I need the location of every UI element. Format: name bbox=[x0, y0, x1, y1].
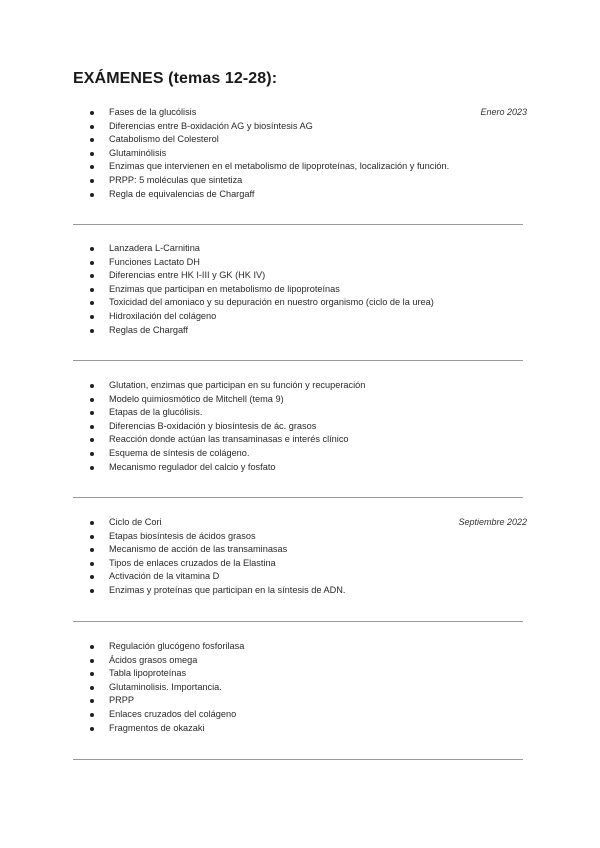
section-divider bbox=[73, 360, 523, 361]
bullet-icon bbox=[90, 111, 94, 115]
list-item: Activación de la vitamina D bbox=[0, 570, 600, 584]
exam-date: Enero 2023 bbox=[480, 107, 527, 117]
exam-section-4 bbox=[0, 516, 600, 598]
list-item: Toxicidad del amoniaco y su depuración en nuestro organismo (ciclo de la urea) bbox=[0, 296, 600, 310]
bullet-icon bbox=[90, 398, 94, 402]
topic-list bbox=[0, 516, 600, 598]
list-item: Modelo quimiosmótico de Mitchell (tema 9) bbox=[0, 393, 600, 407]
bullet-icon bbox=[90, 548, 94, 552]
list-item: Ciclo de Cori bbox=[0, 516, 600, 530]
list-item: Reacción donde actúan las transaminasas e interés clínico bbox=[0, 433, 600, 447]
section-divider bbox=[73, 497, 523, 498]
topic-list bbox=[0, 379, 600, 474]
list-item: PRPP bbox=[0, 694, 600, 708]
topic-list bbox=[0, 106, 600, 201]
bullet-icon bbox=[90, 152, 94, 156]
list-item: Fases de la glucólisis bbox=[0, 106, 600, 120]
exam-section-2 bbox=[0, 242, 600, 337]
list-item: Enzimas y proteínas que participan en la síntesis de ADN. bbox=[0, 584, 600, 598]
topic-list bbox=[0, 242, 600, 337]
bullet-icon bbox=[90, 713, 94, 717]
list-item: Hidroxilación del colágeno bbox=[0, 310, 600, 324]
exam-section-3 bbox=[0, 379, 600, 474]
exam-date: Septiembre 2022 bbox=[458, 517, 527, 527]
bullet-icon bbox=[90, 589, 94, 593]
list-item: Tabla lipoproteínas bbox=[0, 667, 600, 681]
bullet-icon bbox=[90, 535, 94, 539]
section-divider bbox=[73, 759, 523, 760]
bullet-icon bbox=[90, 699, 94, 703]
bullet-icon bbox=[90, 288, 94, 292]
bullet-icon bbox=[90, 384, 94, 388]
bullet-icon bbox=[90, 274, 94, 278]
bullet-icon bbox=[90, 165, 94, 169]
list-item: PRPP: 5 moléculas que sintetiza bbox=[0, 174, 600, 188]
list-item: Enzimas que participan en metabolismo de lipoproteínas bbox=[0, 283, 600, 297]
list-item: Reglas de Chargaff bbox=[0, 324, 600, 338]
list-item: Regulación glucógeno fosforilasa bbox=[0, 640, 600, 654]
list-item: Funciones Lactato DH bbox=[0, 256, 600, 270]
bullet-icon bbox=[90, 125, 94, 129]
list-item: Glutaminólisis bbox=[0, 147, 600, 161]
bullet-icon bbox=[90, 466, 94, 470]
list-item: Enlaces cruzados del colágeno bbox=[0, 708, 600, 722]
bullet-icon bbox=[90, 659, 94, 663]
bullet-icon bbox=[90, 301, 94, 305]
list-item: Glutation, enzimas que participan en su función y recuperación bbox=[0, 379, 600, 393]
list-item: Ácidos grasos omega bbox=[0, 654, 600, 668]
list-item: Diferencias entre B-oxidación AG y biosíntesis AG bbox=[0, 120, 600, 134]
section-divider bbox=[73, 621, 523, 622]
page-title: EXÁMENES (temas 12-28): bbox=[73, 70, 278, 87]
list-item: Tipos de enlaces cruzados de la Elastina bbox=[0, 557, 600, 571]
list-item: Lanzadera L-Carnitina bbox=[0, 242, 600, 256]
list-item: Regla de equivalencias de Chargaff bbox=[0, 188, 600, 202]
bullet-icon bbox=[90, 562, 94, 566]
bullet-icon bbox=[90, 138, 94, 142]
list-item: Etapas biosíntesis de ácidos grasos bbox=[0, 530, 600, 544]
bullet-icon bbox=[90, 193, 94, 197]
bullet-icon bbox=[90, 521, 94, 525]
bullet-icon bbox=[90, 315, 94, 319]
bullet-icon bbox=[90, 425, 94, 429]
bullet-icon bbox=[90, 411, 94, 415]
list-item: Etapas de la glucólisis. bbox=[0, 406, 600, 420]
bullet-icon bbox=[90, 575, 94, 579]
list-item: Enzimas que intervienen en el metabolismo de lipoproteínas, localización y función. bbox=[0, 160, 600, 174]
bullet-icon bbox=[90, 329, 94, 333]
exam-section-5 bbox=[0, 640, 600, 735]
bullet-icon bbox=[90, 452, 94, 456]
list-item: Fragmentos de okazaki bbox=[0, 722, 600, 736]
bullet-icon bbox=[90, 179, 94, 183]
topic-list bbox=[0, 640, 600, 735]
bullet-icon bbox=[90, 686, 94, 690]
list-item: Glutaminolisis. Importancia. bbox=[0, 681, 600, 695]
bullet-icon bbox=[90, 247, 94, 251]
list-item: Mecanismo regulador del calcio y fosfato bbox=[0, 461, 600, 475]
bullet-icon bbox=[90, 645, 94, 649]
bullet-icon bbox=[90, 727, 94, 731]
list-item: Diferencias entre HK I-III y GK (HK IV) bbox=[0, 269, 600, 283]
bullet-icon bbox=[90, 672, 94, 676]
list-item: Catabolismo del Colesterol bbox=[0, 133, 600, 147]
list-item: Esquema de síntesis de colágeno. bbox=[0, 447, 600, 461]
list-item: Diferencias B-oxidación y biosíntesis de ác. grasos bbox=[0, 420, 600, 434]
section-divider bbox=[73, 224, 523, 225]
exam-section-1 bbox=[0, 106, 600, 201]
list-item: Mecanismo de acción de las transaminasas bbox=[0, 543, 600, 557]
bullet-icon bbox=[90, 261, 94, 265]
bullet-icon bbox=[90, 438, 94, 442]
